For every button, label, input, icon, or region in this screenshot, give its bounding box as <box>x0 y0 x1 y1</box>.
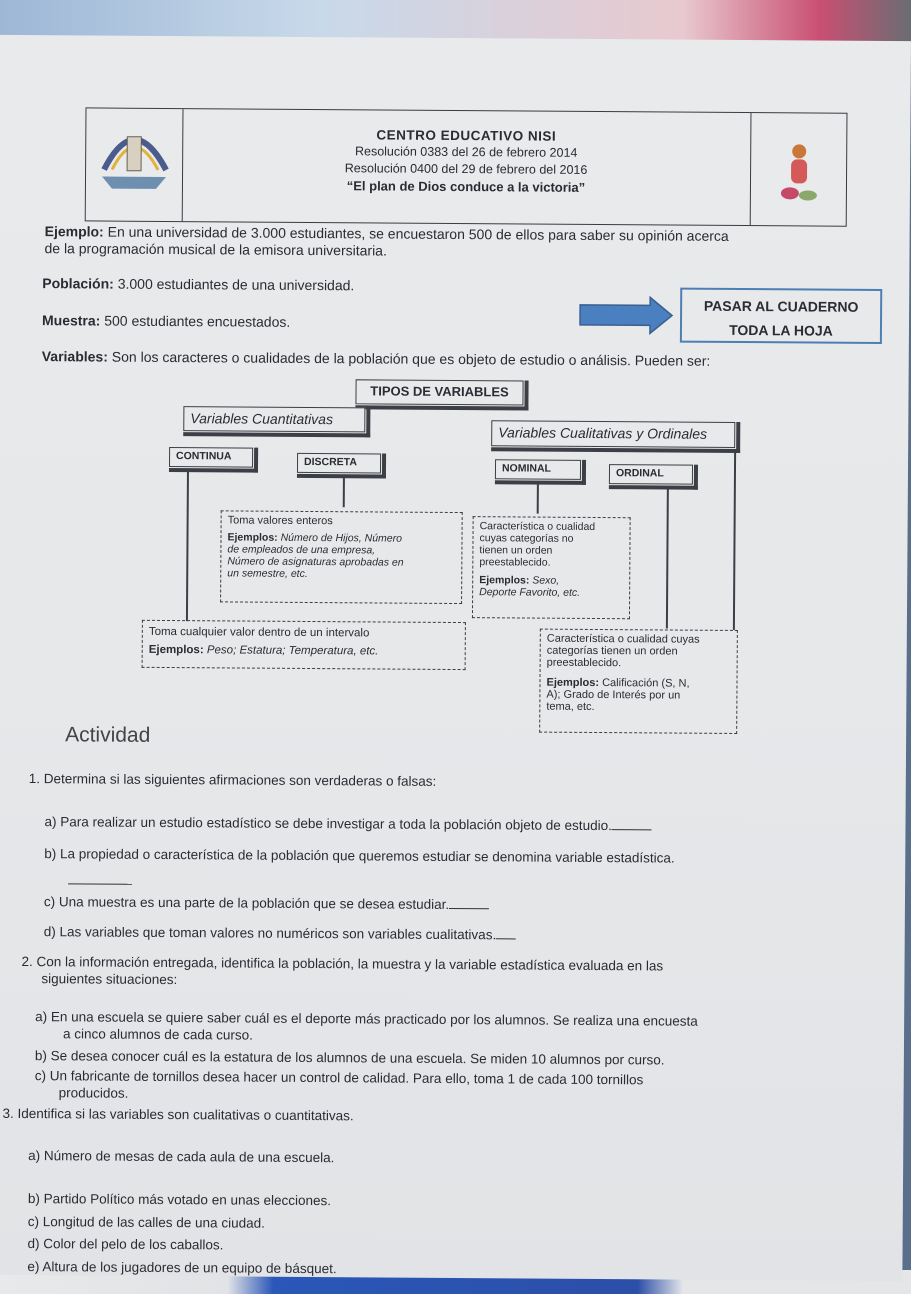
discreta-box: DISCRETA <box>297 453 381 474</box>
question-3: 3. Identifica si las variables son cualitativas o cuantitativas. <box>2 1105 354 1124</box>
arrow-right-icon <box>578 295 674 336</box>
qualitative-box: Variables Cualitativas y Ordinales <box>491 420 735 448</box>
question-1d: d) Las variables que toman valores no numéricos son variables cualitativas. <box>44 923 517 943</box>
ordinal-description: Característica o cualidad cuyas categorías tienen un orden preestablecido. Ejemplos: Calificación (S, N, A); Grado de Interés por un tema, etc. <box>539 629 738 734</box>
quantitative-box: Variables Cuantitativas <box>183 406 365 432</box>
resolution-1: Resolución 0383 del 26 de febrero 2014 <box>354 144 578 160</box>
question-3e: e) Altura de los jugadores de un equipo de básquet. <box>27 1259 337 1277</box>
example-paragraph: Ejemplo: En una universidad de 3.000 estudiantes, se encuestaron 500 de ellos para saber su opinión acerca de la programación musical de la emisora universitaria. <box>44 223 729 259</box>
question-1: 1. Determina si las siguientes afirmaciones son verdaderas o falsas: <box>28 771 437 789</box>
school-logo-icon <box>94 114 175 205</box>
question-1c: c) Una muestra es una parte de la población que se desea estudiar. <box>44 893 489 913</box>
notebook-instruction-box: PASAR AL CUADERNO TODA LA HOJA <box>680 288 882 344</box>
answer-blank-1b[interactable] <box>68 871 132 888</box>
variables-definition: Variables: Son los caracteres o cualidades de la población que es objeto de estudio o análisis. Pueden ser: <box>41 348 711 369</box>
activity-title: Actividad <box>65 723 151 747</box>
resolution-2: Resolución 0400 del 29 de febrero del 2016 <box>344 161 588 177</box>
answer-blank[interactable] <box>612 819 652 830</box>
question-2b: b) Se desea conocer cuál es la estatura de los alumnos de una escuela. Se miden 10 alumnos por curso. <box>34 1048 665 1068</box>
school-header <box>85 107 848 226</box>
school-motto: “El plan de Dios conduce a la victoria” <box>346 178 586 195</box>
nominal-description: Característica o cualidad cuyas categorías no tienen un orden preestablecido. Ejemplos: Sexo, Deporte Favorito, etc. <box>472 516 631 619</box>
question-2a: a) En una escuela se quiere saber cuál es el deporte más practicado por los alumnos. Se realiza una encuesta a cinco alumnos de cada curso. <box>35 1009 698 1043</box>
population-line: Población: 3.000 estudiantes de una universidad. <box>42 275 355 294</box>
answer-blank[interactable] <box>449 898 489 909</box>
continua-box: CONTINUA <box>169 447 253 468</box>
school-name: CENTRO EDUCATIVO NISI <box>376 127 557 144</box>
question-2: 2. Con la información entregada, identifica la población, la muestra y la variable estadística evaluada en las siguientes situaciones: <box>21 953 664 988</box>
ordinal-box: ORDINAL <box>609 464 693 485</box>
question-3c: c) Longitud de las calles de una ciudad. <box>27 1214 265 1231</box>
question-3b: b) Partido Político más votado en unas elecciones. <box>27 1191 332 1209</box>
discreta-description: Toma valores enteros Ejemplos: Número de Hijos, Número de empleados de una empresa, Número de asignaturas aprobadas en un semestre, etc. <box>220 510 463 604</box>
header-text <box>256 126 676 197</box>
question-2c: c) Un fabricante de tornillos desea hacer un control de calidad. Para ello, toma 1 de cada 100 tornillos producidos. <box>34 1068 644 1101</box>
continua-description: Toma cualquier valor dentro de un intervalo Ejemplos: Peso; Estatura; Temperatura, etc. <box>142 620 466 670</box>
mascot-icon <box>776 141 822 203</box>
answer-blank[interactable] <box>496 928 516 939</box>
question-3d: d) Color del pelo de los caballos. <box>27 1236 224 1253</box>
question-1b: b) La propiedad o característica de la población que queremos estudiar se denomina variable estadística. <box>44 846 675 866</box>
diagram-title: TIPOS DE VARIABLES <box>355 379 523 405</box>
question-1a: a) Para realizar un estudio estadístico se debe investigar a toda la población objeto de estudio. <box>44 813 651 834</box>
nominal-box: NOMINAL <box>495 459 581 480</box>
question-3a: a) Número de mesas de cada aula de una escuela. <box>28 1148 335 1166</box>
worksheet-page <box>0 35 911 1281</box>
sample-line: Muestra: 500 estudiantes encuestados. <box>41 312 291 330</box>
